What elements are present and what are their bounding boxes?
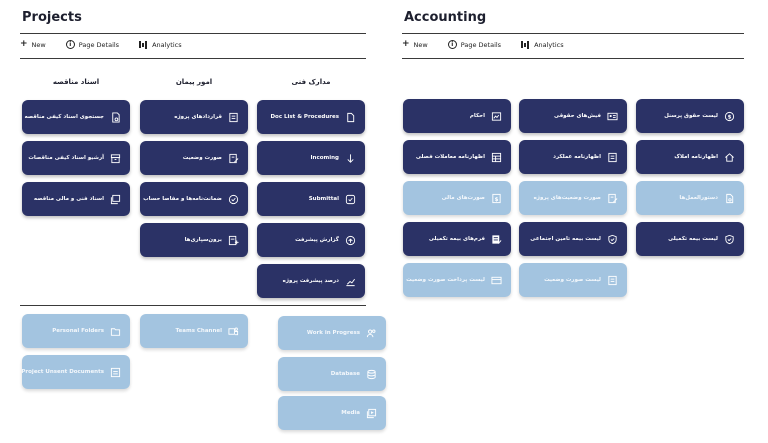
- shield-icon: [724, 234, 735, 245]
- document-icon: [345, 112, 356, 123]
- svg-text:$: $: [494, 196, 499, 203]
- plus-icon: +: [402, 39, 410, 49]
- button-label: صورت وضعیت‌های پروژه: [533, 195, 601, 201]
- new-button[interactable]: [20, 40, 46, 49]
- button-label: لیست حقوق پرسنل: [664, 113, 718, 119]
- column-heading-tender-docs: اسناد مناقصه: [52, 78, 100, 86]
- column-heading-contract-affairs: امور پیمان: [175, 78, 213, 86]
- button-label: Project Unsent Documents: [21, 369, 104, 375]
- button-label: برون‌سپاری‌ها: [184, 237, 222, 243]
- divider: [20, 33, 366, 34]
- column-heading-technical-docs: مدارک فنی: [291, 78, 331, 86]
- info-icon: i: [66, 40, 75, 49]
- analytics-button[interactable]: [139, 41, 182, 49]
- button-label: اظهارنامه عملکرد: [553, 154, 601, 160]
- search-tender-docs-button[interactable]: [22, 100, 130, 134]
- rulings-button[interactable]: [403, 99, 511, 133]
- button-label: اظهارنامه معاملات فصلی: [415, 154, 485, 160]
- button-label: Submittal: [308, 196, 339, 202]
- accounting-title: Accounting: [404, 10, 487, 25]
- document-edit-icon: [228, 153, 239, 164]
- status-list-button[interactable]: [519, 263, 627, 297]
- list-document-icon: [607, 275, 618, 286]
- button-label: دستورالعمل‌ها: [679, 195, 718, 201]
- trend-chart-icon: [345, 276, 356, 287]
- project-contracts-button[interactable]: [140, 100, 248, 134]
- analytics-button[interactable]: [521, 41, 564, 49]
- button-label: لیست صورت وضعیت: [544, 277, 601, 283]
- image-document-icon: [491, 111, 502, 122]
- divider: [402, 33, 744, 34]
- projects-title: Projects: [22, 10, 82, 25]
- document-edit-icon: [607, 193, 618, 204]
- incoming-button[interactable]: [257, 141, 365, 175]
- page-details-button[interactable]: [66, 40, 119, 49]
- button-label: Incoming: [310, 155, 339, 161]
- button-label: گزارش پیشرفت: [295, 237, 339, 243]
- progress-report-button[interactable]: [257, 223, 365, 257]
- page-details-button[interactable]: [448, 40, 501, 49]
- button-label: جستجوی اسناد کیفی مناقصه: [24, 114, 104, 120]
- guarantees-button[interactable]: [140, 182, 248, 216]
- people-icon: [366, 328, 377, 339]
- button-label: اسناد فنی و مالی مناقصه: [33, 196, 104, 202]
- button-label: لیست بیمه تکمیلی: [668, 236, 718, 242]
- button-label: اظهارنامه املاک: [674, 154, 718, 160]
- button-label: Doc List & Procedures: [270, 114, 339, 120]
- arrow-down-icon: [345, 153, 356, 164]
- button-label: Teams Channel: [175, 328, 222, 334]
- shield-icon: [607, 234, 618, 245]
- payment-card-icon: [491, 275, 502, 286]
- button-label: صورت‌های مالی: [441, 195, 485, 201]
- new-label: New: [31, 40, 46, 49]
- personal-folders-button[interactable]: [22, 314, 130, 348]
- button-label: درصد پیشرفت پروژه: [282, 278, 339, 284]
- project-unsent-documents-button[interactable]: [22, 355, 130, 389]
- financial-statements-button[interactable]: [403, 181, 511, 215]
- outsourcing-button[interactable]: [140, 223, 248, 257]
- archive-icon: [110, 153, 121, 164]
- instructions-button[interactable]: [636, 181, 744, 215]
- button-label: فرم‌های بیمه تکمیلی: [428, 236, 485, 242]
- supplementary-insurance-list-button[interactable]: [636, 222, 744, 256]
- projects-toolbar: [20, 40, 202, 49]
- page-details-label: Page Details: [460, 40, 502, 49]
- doc-list-procedures-button[interactable]: [257, 100, 365, 134]
- analytics-label: Analytics: [152, 40, 182, 49]
- inbox-icon: [110, 367, 121, 378]
- archive-tender-docs-button[interactable]: [22, 141, 130, 175]
- document-settings-icon: [724, 193, 735, 204]
- divider: [402, 58, 744, 59]
- divider: [20, 305, 366, 306]
- seasonal-transactions-declaration-button[interactable]: [403, 140, 511, 174]
- status-report-button[interactable]: [140, 141, 248, 175]
- button-label: Media: [341, 410, 360, 416]
- svg-text:$: $: [727, 114, 732, 121]
- supplementary-insurance-forms-button[interactable]: [403, 222, 511, 256]
- form-icon: [228, 112, 239, 123]
- tech-finance-tender-docs-button[interactable]: [22, 182, 130, 216]
- button-label: آرشیو اسناد کیفی مناقصات: [28, 155, 104, 161]
- button-label: Database: [330, 371, 360, 377]
- check-square-icon: [345, 194, 356, 205]
- new-label: New: [413, 40, 428, 49]
- new-button[interactable]: [402, 40, 428, 49]
- button-label: احکام: [469, 113, 485, 119]
- form-edit-icon: [491, 234, 502, 245]
- analytics-label: Analytics: [534, 40, 564, 49]
- progress-percent-button[interactable]: [257, 264, 365, 298]
- bar-chart-icon: [521, 41, 530, 49]
- button-label: قراردادهای پروژه: [174, 114, 222, 120]
- table-icon: [491, 152, 502, 163]
- teams-icon: [228, 326, 239, 337]
- social-security-insurance-list-button[interactable]: [519, 222, 627, 256]
- database-button[interactable]: [278, 357, 386, 391]
- payslips-button[interactable]: [519, 99, 627, 133]
- property-declaration-button[interactable]: [636, 140, 744, 174]
- document-add-icon: [228, 235, 239, 246]
- id-card-icon: [607, 111, 618, 122]
- info-icon: i: [448, 40, 457, 49]
- button-label: ضمانت‌نامه‌ها و مفاصا حساب: [143, 196, 222, 202]
- plus-icon: +: [20, 39, 28, 49]
- work-in-progress-button[interactable]: [278, 316, 386, 350]
- media-icon: [366, 408, 377, 419]
- home-icon: [724, 152, 735, 163]
- media-button[interactable]: [278, 396, 386, 430]
- divider: [20, 58, 366, 59]
- page-details-label: Page Details: [78, 40, 120, 49]
- project-status-reports-button[interactable]: [519, 181, 627, 215]
- database-icon: [366, 369, 377, 380]
- check-circle-icon: [228, 194, 239, 205]
- teams-channel-button[interactable]: [140, 314, 248, 348]
- submittal-button[interactable]: [257, 182, 365, 216]
- button-label: صورت وضعیت: [182, 155, 222, 161]
- performance-declaration-button[interactable]: [519, 140, 627, 174]
- accounting-toolbar: [402, 40, 584, 49]
- button-label: Work in Progress: [306, 330, 360, 336]
- bar-chart-icon: [139, 41, 148, 49]
- button-label: لیست بیمه تامین اجتماعی: [530, 236, 601, 242]
- money-document-icon: [491, 193, 502, 204]
- button-label: لیست پرداخت صورت وضعیت: [406, 277, 485, 283]
- status-payment-list-button[interactable]: [403, 263, 511, 297]
- button-label: Personal Folders: [52, 328, 104, 334]
- document-search-icon: [110, 112, 121, 123]
- arrow-up-circle-icon: [345, 235, 356, 246]
- folder-icon: [110, 326, 121, 337]
- dollar-circle-icon: [724, 111, 735, 122]
- list-document-icon: [607, 152, 618, 163]
- personnel-rights-list-button[interactable]: [636, 99, 744, 133]
- copy-icon: [110, 194, 121, 205]
- button-label: فیش‌های حقوقی: [554, 113, 601, 119]
